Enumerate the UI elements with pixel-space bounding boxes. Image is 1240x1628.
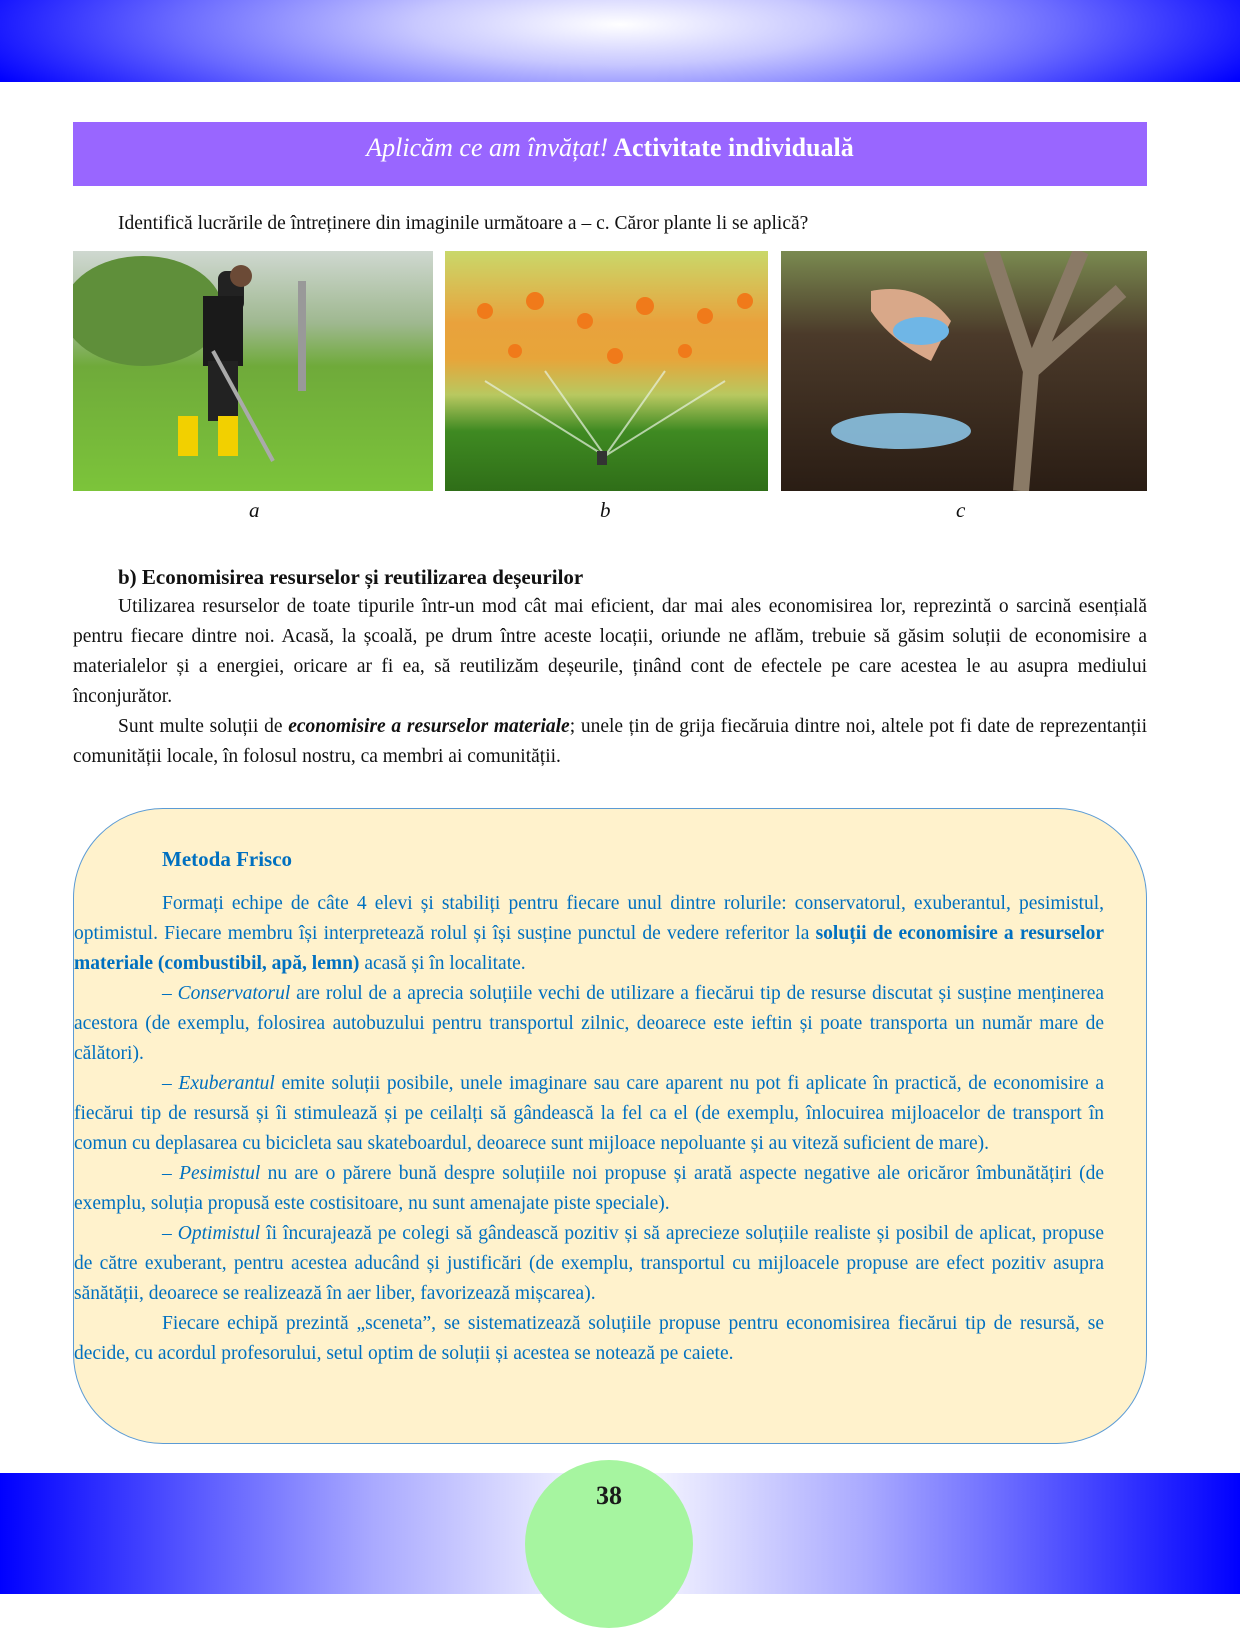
- header-band: [0, 0, 1240, 82]
- role-name: Optimistul: [177, 1223, 261, 1244]
- text: Sunt multe soluții de: [118, 716, 289, 737]
- role-name: Exuberantul: [178, 1073, 275, 1094]
- text: Formați echipe de câte 4 elevi și stabiliți pentru fiecare unul dintre rolurile: conservatorul, exuberantul, pesimistul, optimistul. Fiecare membru își interpretează rolul și își susține punctul de vedere referitor la: [74, 893, 1104, 944]
- emphasis: economisire a resurselor materiale: [288, 716, 570, 737]
- photo-fertilizing-tree: [781, 251, 1147, 491]
- intro-text: Identifică lucrările de întreținere din imaginile următoare a – c. Căror plante li se aplică?: [118, 213, 809, 234]
- emphasis: soluții de economisire a resurselor materiale (combustibil, apă, lemn): [74, 923, 1105, 974]
- section-body: [73, 592, 1147, 772]
- role-name: Conservatorul: [177, 983, 291, 1004]
- box-final-paragraph: Fiecare echipă prezintă „sceneta”, se sistematizează soluțiile propuse pentru economisirea fiecărui tip de resursă, se decide, cu acordul profesorului, setul optim de soluții și acestea se notează pe caiete.: [74, 1313, 1104, 1364]
- role-name: Pesimistul: [179, 1163, 261, 1184]
- paragraph: [73, 712, 1147, 772]
- dash: –: [162, 1163, 180, 1184]
- text: ; unele țin de grija fiecăruia dintre noi, altele pot fi date de reprezentanții comunității locale, în folosul nostru, ca membri ai comunității.: [73, 716, 1147, 767]
- role-text: îi încurajează pe colegi să gândească pozitiv și să aprecieze soluțiile realiste și posibil de aplicat, propuse de către exuberant, pentru acestea aducând și justificări (de exemplu, transportul cu mijloacele propuse are efect pozitiv asupra sănătății, deoarece se realizează în aer liber, favorizează mișcarea).: [74, 1223, 1104, 1304]
- page-number: 38: [525, 1460, 693, 1628]
- box-content: [74, 889, 1105, 1369]
- photo-sprinkler-flowers: [445, 251, 768, 491]
- box-title: Metoda Frisco: [162, 847, 293, 871]
- dash: –: [162, 1223, 178, 1244]
- box-paragraph: [74, 889, 1104, 979]
- role-text: emite soluții posibile, unele imaginare sau care aparent nu pot fi aplicate în practică, de economisire a fiecărui tip de resursă și îi stimulează și pe ceilalți să gândească la fel ca el (de exemplu, înlocuirea mijloacelor de transport în comun cu deplasarea cu bicicleta sau skateboardul, deoarece sunt mijloace nepoluante și au viteză suficient de mare).: [74, 1073, 1104, 1154]
- role-text: nu are o părere bună despre soluțiile noi propuse și arată aspecte negative ale oricăror îmbunătățiri (de exemplu, soluția propusă este costisitoare, nu sunt amenajate piste speciale).: [74, 1163, 1105, 1214]
- section-title: b) Economisirea resurselor și reutilizarea deșeurilor: [118, 565, 584, 589]
- role-paragraph: [74, 1219, 1104, 1309]
- frisco-method-box: [73, 808, 1147, 1444]
- banner-italic: Aplicăm ce am învățat!: [366, 133, 609, 162]
- caption-a: a: [249, 498, 260, 522]
- banner-bold: Activitate individuală: [613, 133, 854, 162]
- text: acasă și în localitate.: [359, 953, 526, 974]
- dash: –: [162, 983, 178, 1004]
- role-paragraph: [74, 1159, 1104, 1219]
- photo-lawn-trimming: [73, 251, 433, 491]
- paragraph: Utilizarea resurselor de toate tipurile într-un mod cât mai eficient, dar mai ales economisirea lor, reprezintă o sarcină esențială pentru fiecare dintre noi. Acasă, la școală, pe drum între aceste locații, oriunde ne aflăm, trebuie să găsim soluții de economisire a materialelor și a energiei, oricare ar fi ea, să reutilizăm deșeurile, ținând cont de efectele pe care acestea le au asupra mediului înconjurător.: [73, 596, 1147, 707]
- activity-banner: [73, 122, 1147, 186]
- role-paragraph: [74, 979, 1104, 1069]
- dash: –: [162, 1073, 179, 1094]
- role-paragraph: [74, 1069, 1104, 1159]
- role-text: are rolul de a aprecia soluțiile vechi de utilizare a fiecărui tip de resurse discutat și susține menținerea acestora (de exemplu, folosirea autobuzului pentru transportul zilnic, deoarece este ieftin și poate transporta un număr mare de călători).: [74, 983, 1105, 1064]
- caption-c: c: [956, 498, 966, 522]
- caption-b: b: [600, 498, 611, 522]
